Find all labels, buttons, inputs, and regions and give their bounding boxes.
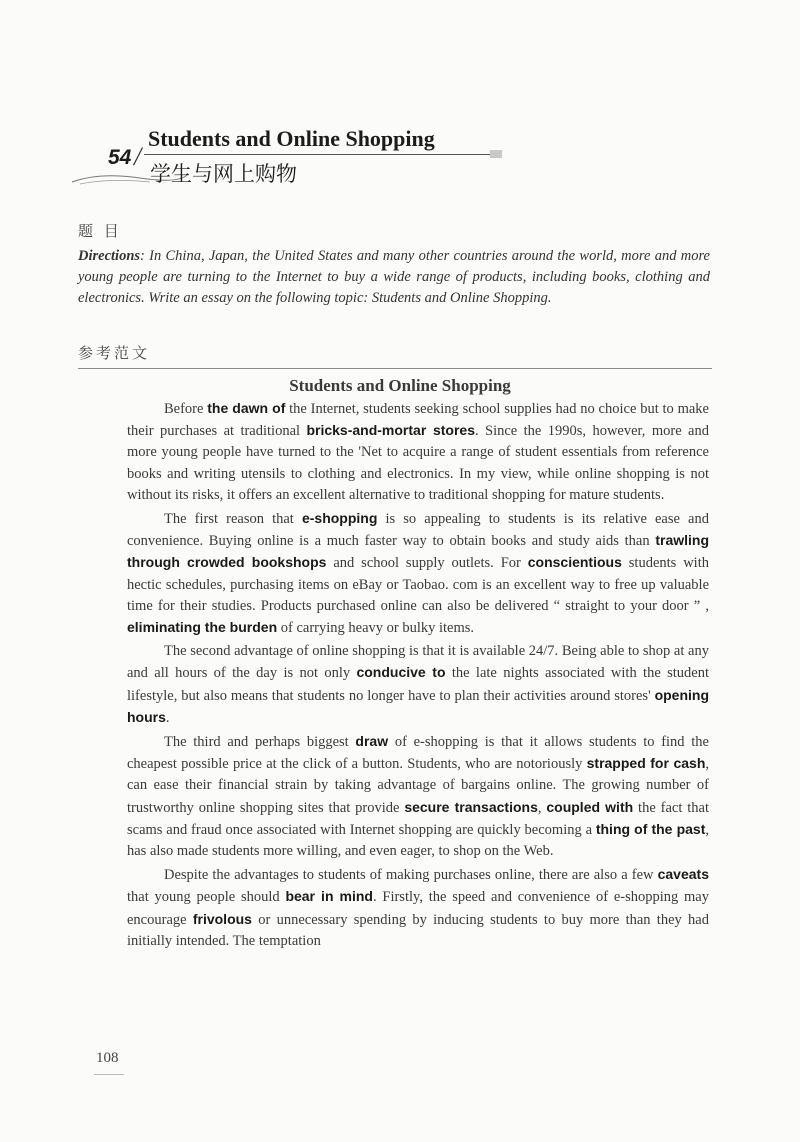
highlighted-phrase: eliminating the burden <box>127 619 278 636</box>
highlighted-phrase: secure transactions <box>404 798 538 815</box>
highlighted-phrase: e-shopping <box>301 510 378 527</box>
chapter-header <box>70 120 510 200</box>
essay-paragraph <box>127 508 709 639</box>
paragraph-text: students with hectic schedules, purchasing items on eBay or Taobao. com is an excellent way to free up valuable time for their studies. Products purchased online can also be delivered “ straight to your door ” , <box>127 555 709 614</box>
highlighted-phrase: strapped for cash <box>586 755 706 772</box>
directions-text <box>78 246 710 309</box>
paragraph-text: The first reason that <box>164 511 302 528</box>
paragraph-text: , has also made students more willing, and even eager, to shop on the Web. <box>127 821 709 860</box>
paragraph-text: of carrying heavy or bulky items. <box>277 620 475 637</box>
paragraph-text: the Internet, students seeking school supplies had no choice but to make their purchases at traditional <box>127 401 709 440</box>
highlighted-phrase: conscientious <box>527 554 622 571</box>
paragraph-text: and school supply outlets. For <box>326 555 528 572</box>
paragraph-text: or unnecessary spending by inducing students to buy more than they had initially intended. The temptation <box>127 911 709 949</box>
chapter-title-english: Students and Online Shopping <box>148 126 435 151</box>
paragraph-text: is so appealing to students is its relative ease and convenience. Buying online is a much faster way to obtain books and study aids than <box>127 511 709 550</box>
title-rule-end-mark <box>490 150 502 158</box>
highlighted-phrase: thing of the past <box>595 820 706 837</box>
paragraph-text: , <box>537 799 547 816</box>
highlighted-phrase: opening hours <box>127 686 709 725</box>
highlighted-phrase: trawling through crowded bookshops <box>127 532 709 571</box>
highlighted-phrase: conducive to <box>356 664 446 681</box>
page-number: 108 <box>96 1050 119 1066</box>
topic-section-label: 题 目 <box>78 222 122 240</box>
paragraph-text: Despite the advantages to students of making purchases online, there are also a few <box>164 867 658 884</box>
essay-title: Students and Online Shopping <box>289 376 511 395</box>
paragraph-text: The second advantage of online shopping is that it is available 24/7. Being able to shop at any and all hours of the day is not only <box>127 643 709 682</box>
highlighted-phrase: the dawn of <box>207 400 286 416</box>
directions-label: Directions <box>78 248 141 264</box>
highlighted-phrase: bear in mind <box>285 888 373 905</box>
highlighted-phrase: coupled with <box>546 798 634 815</box>
essay-body <box>127 398 709 954</box>
essay-paragraph <box>127 641 709 729</box>
paragraph-text: . <box>165 709 170 726</box>
paragraph-text: The third and perhaps biggest <box>164 734 356 751</box>
essay-paragraph <box>127 398 709 506</box>
paragraph-text: . Firstly, the speed and convenience of e-shopping may encourage <box>127 889 709 928</box>
paragraph-text: the fact that scams and fraud once associated with Internet shopping are quickly becoming a <box>127 799 709 838</box>
chapter-slash-icon: / <box>134 142 142 171</box>
paragraph-text: , can ease their financial strain by taking advantage of bargains online. The growing number of trustworthy online shopping sites that provide <box>127 756 709 816</box>
section-divider <box>78 368 712 369</box>
paragraph-text: Before <box>164 401 208 417</box>
essay-paragraph <box>127 731 709 862</box>
paragraph-text: that young people should <box>127 889 286 906</box>
directions-body: : In China, Japan, the United States and many other countries around the world, more and more young people are turning to the Internet to buy a wide range of products, including books, clothing and electronics. Write an essay on the following topic: Students and Online Shopping. <box>78 248 710 306</box>
highlighted-phrase: frivolous <box>192 910 252 927</box>
highlighted-phrase: bricks-and-mortar stores <box>306 422 475 439</box>
highlighted-phrase: draw <box>355 733 389 750</box>
chapter-number: 54 <box>108 146 132 169</box>
title-rule <box>144 154 490 155</box>
paragraph-text: of e-shopping is that it allows students to find the cheapest possible price at the click of a button. Students, who are notoriously <box>127 734 709 773</box>
model-essay-section-label: 参考范文 <box>78 344 151 362</box>
chapter-title-chinese: 学生与网上购物 <box>150 162 297 186</box>
paragraph-text: . Since the 1990s, however, more and more young people have turned to the 'Net to acquire a range of student essentials from reference books and writing utensils to clothing and electronics. In my view, while online shopping is not without its risks, it offers an excellent alternative to traditional shopping for mature students. <box>127 423 709 503</box>
paragraph-text: the late nights associated with the student lifestyle, but also means that students no longer have to plan their activities around stores' <box>127 665 709 704</box>
page-number-rule <box>94 1074 124 1075</box>
highlighted-phrase: caveats <box>657 866 709 883</box>
essay-paragraph <box>127 864 709 952</box>
